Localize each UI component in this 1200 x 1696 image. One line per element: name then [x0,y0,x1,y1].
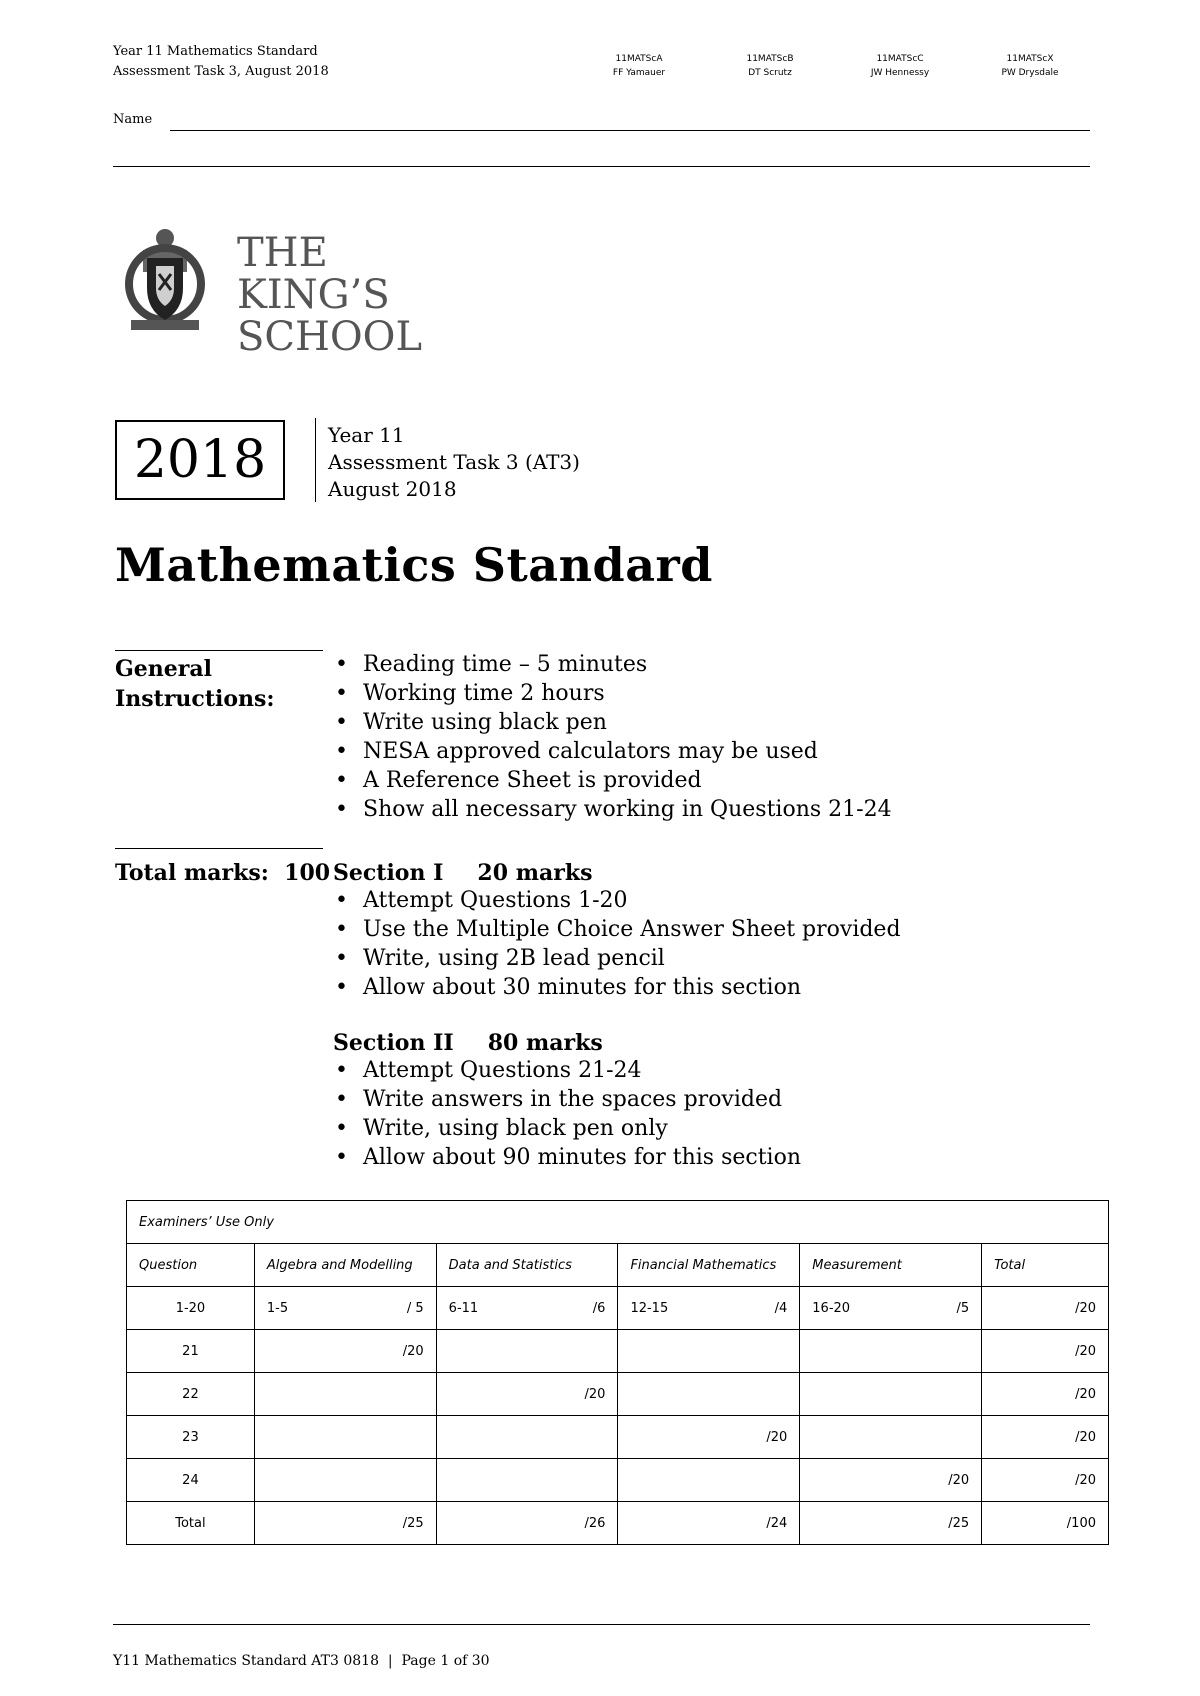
question-cell: 1-20 [127,1287,255,1330]
date-label: August 2018 [328,477,457,501]
general-instructions-label [115,654,275,714]
general-label-line2: Instructions: [115,686,275,712]
total-rule [115,848,323,849]
header-divider [113,166,1090,167]
total-cell[interactable]: /100 [982,1502,1109,1545]
empty-cell [254,1373,436,1416]
table-row [127,1330,1109,1373]
class-teacher: DT Scrutz [748,68,792,78]
class-code: 11MATScB [746,54,794,64]
name-label: Name [113,112,153,127]
table-row [127,1287,1109,1330]
logo-text-the: THE [237,230,328,276]
list-item: • Write, using 2B lead pencil [333,944,901,973]
list-item: • Write, using black pen only [333,1114,801,1143]
section2-heading [333,1028,603,1058]
class-c [835,52,965,80]
range-text: 6-11 [448,1300,479,1316]
question-cell: 22 [127,1373,255,1416]
class-code: 11MATScA [615,54,663,64]
list-item: • Allow about 30 minutes for this section [333,973,901,1002]
table-row [127,1201,1109,1244]
total-cell[interactable]: /20 [982,1287,1109,1330]
page-footer: Y11 Mathematics Standard AT3 0818 | Page 1 of 30 [113,1653,490,1669]
year-box: 2018 [115,420,285,500]
list-item: • A Reference Sheet is provided [333,766,892,795]
logo-text-kings: KING’S [237,272,390,318]
general-rule [115,650,323,651]
mark-cell[interactable] [618,1287,800,1330]
empty-cell [800,1330,982,1373]
class-teacher: FF Yamauer [612,68,666,78]
mark-cell[interactable] [800,1287,982,1330]
column-header: Financial Mathematics [618,1244,800,1287]
empty-cell [436,1416,618,1459]
list-item: • Write answers in the spaces provided [333,1085,801,1114]
list-item: • Working time 2 hours [333,679,892,708]
empty-cell [436,1330,618,1373]
empty-cell [254,1416,436,1459]
mark-cell[interactable]: /24 [618,1502,800,1545]
list-item: • Allow about 90 minutes for this section [333,1143,801,1172]
mark-cell[interactable]: /20 [436,1373,618,1416]
range-text: 12-15 [630,1300,669,1316]
column-header: Algebra and Modelling [254,1244,436,1287]
total-cell[interactable]: /20 [982,1373,1109,1416]
section1-marks: 20 marks [477,860,593,886]
section2-marks: 80 marks [487,1030,603,1056]
class-a [574,52,704,80]
column-header: Data and Statistics [436,1244,618,1287]
table-header-row [127,1244,1109,1287]
logo-text-school: SCHOOL [237,314,423,354]
class-code: 11MATScX [1006,54,1054,64]
list-item: • NESA approved calculators may be used [333,737,892,766]
question-cell: Total [127,1502,255,1545]
mark-cell[interactable] [436,1287,618,1330]
section1-name: Section I [333,860,444,886]
mark-cell[interactable]: /25 [254,1502,436,1545]
empty-cell [618,1373,800,1416]
column-header: Measurement [800,1244,982,1287]
general-instructions-list [333,650,892,824]
list-item: • Use the Multiple Choice Answer Sheet provided [333,915,901,944]
course-line: Year 11 Mathematics Standard [113,44,318,59]
class-teacher: JW Hennessy [870,68,930,78]
mark-cell[interactable]: /25 [800,1502,982,1545]
section2-list [333,1056,801,1172]
range-text: 1-5 [266,1300,289,1316]
list-item: • Show all necessary working in Questions 21-24 [333,795,892,824]
year-divider [315,418,316,502]
section1-list [333,886,901,1002]
class-x [965,52,1095,80]
class-teacher: PW Drysdale [1001,68,1059,78]
list-item: • Attempt Questions 21-24 [333,1056,801,1085]
total-cell[interactable]: /20 [982,1330,1109,1373]
task-label: Assessment Task 3 (AT3) [328,450,580,474]
mark-cell[interactable]: /20 [800,1459,982,1502]
total-marks-label: Total marks: 100 [115,860,331,886]
class-code: 11MATScC [876,54,924,64]
empty-cell [254,1459,436,1502]
mark-text: /6 [592,1300,606,1316]
school-logo [125,224,445,354]
mark-cell[interactable]: /26 [436,1502,618,1545]
page-title: Mathematics Standard [115,538,713,592]
mark-cell[interactable]: /20 [254,1330,436,1373]
general-label-line1: General [115,656,212,682]
mark-text: /4 [774,1300,788,1316]
mark-text: /5 [956,1300,970,1316]
table-row [127,1373,1109,1416]
class-b [705,52,835,80]
table-row [127,1459,1109,1502]
range-text: 16-20 [812,1300,851,1316]
total-cell[interactable]: /20 [982,1459,1109,1502]
column-header: Question [127,1244,255,1287]
section1-heading [333,858,592,888]
empty-cell [436,1459,618,1502]
year-label: Year 11 [328,423,405,447]
mark-cell[interactable] [254,1287,436,1330]
year-info [328,422,580,503]
empty-cell [618,1459,800,1502]
table-row [127,1416,1109,1459]
table-caption: Examiners’ Use Only [127,1201,1109,1244]
mark-text: / 5 [406,1300,424,1316]
examiners-table [126,1200,1109,1545]
empty-cell [800,1373,982,1416]
crest-icon [125,224,445,354]
total-cell[interactable]: /20 [982,1416,1109,1459]
name-write-line[interactable] [170,130,1090,131]
list-item: • Reading time – 5 minutes [333,650,892,679]
table-row [127,1502,1109,1545]
section2-name: Section II [333,1030,454,1056]
question-cell: 23 [127,1416,255,1459]
question-cell: 21 [127,1330,255,1373]
mark-cell[interactable]: /20 [618,1416,800,1459]
column-header: Total [982,1244,1109,1287]
question-cell: 24 [127,1459,255,1502]
footer-divider [113,1624,1090,1625]
task-line: Assessment Task 3, August 2018 [113,64,329,79]
list-item: • Attempt Questions 1-20 [333,886,901,915]
empty-cell [618,1330,800,1373]
empty-cell [800,1416,982,1459]
header-course-info [113,42,329,82]
list-item: • Write using black pen [333,708,892,737]
